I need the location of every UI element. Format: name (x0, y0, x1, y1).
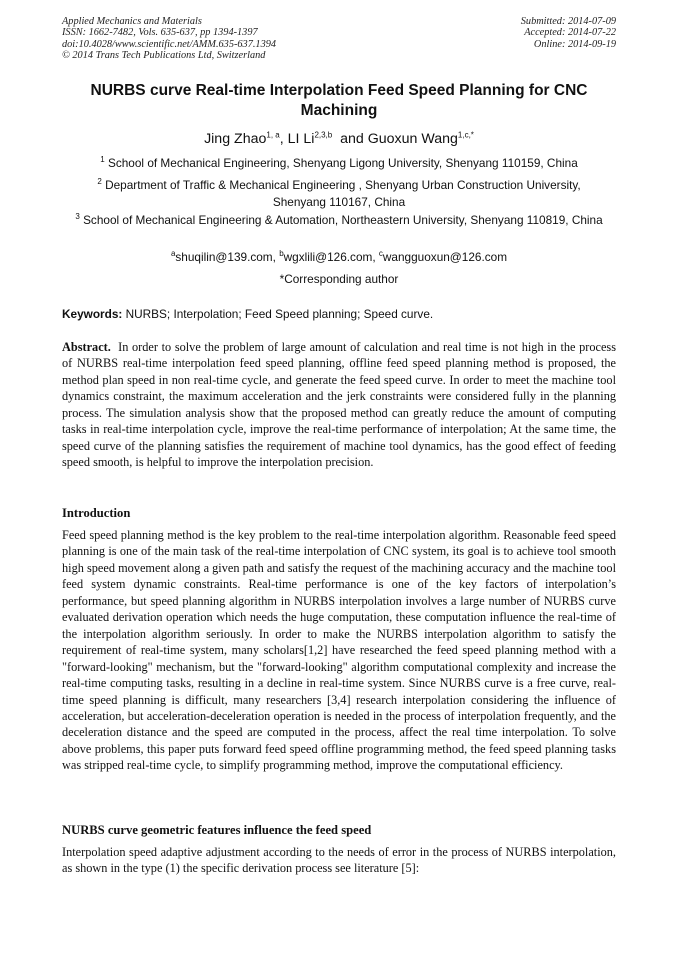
keywords-text: NURBS; Interpolation; Feed Speed planning; Speed curve. (125, 307, 434, 321)
corresponding-author-note: *Corresponding author (279, 272, 399, 286)
email-sup: b (279, 249, 284, 259)
author-emails: $^a$shuqilin@139.com, $^b$wgxlili@126.com, $^c$wangguoxun@126.com (170, 249, 508, 264)
affiliation-text: School of Mechanical Engineering, Shenyang Ligong University, Shenyang 110159, China (107, 156, 578, 170)
affiliation (70, 212, 608, 229)
author-separator: and (332, 131, 368, 147)
abstract-label: Abstract. (62, 340, 111, 354)
section-body: Interpolation speed adaptive adjustment according to the needs of error in the process of NURBS interpolation, as shown in the type (1) the specific derivation process see literature [5]: (62, 845, 616, 876)
author-name: Jing Zhao (204, 131, 267, 147)
submitted-date: Submitted: 2014-07-09 (520, 16, 616, 27)
email-sup: a (170, 249, 176, 259)
author-sup: 1,c,* (457, 130, 474, 140)
affiliation-sup: 2 (97, 177, 102, 187)
affiliation-sup: 3 (75, 212, 80, 222)
journal-name: Applied Mechanics and Materials (62, 16, 202, 27)
paper-title: NURBS curve Real-time Interpolation Feed Speed Planning for CNC Machining (90, 82, 588, 119)
email-link[interactable]: wgxlili@126.com (283, 250, 373, 264)
author-sup: 2,3,b (314, 130, 333, 140)
email-sup: c (378, 249, 383, 259)
abstract (62, 339, 616, 471)
author-name: LI Li (287, 131, 315, 147)
author-separator: , (279, 131, 288, 147)
journal-issn: ISSN: 1662-7482, Vols. 635-637, pp 1394-1397 (62, 27, 258, 39)
author-name: Guoxun Wang (367, 131, 458, 147)
section-heading: Introduction (62, 506, 131, 520)
submission-dates (521, 16, 616, 50)
journal-info (62, 16, 276, 62)
affiliation (62, 155, 616, 172)
abstract-text: In order to solve the problem of large amount of calculation and real time is not high in the process of NURBS real-time interpolation feed speed planning, offline feed speed planning method is proposed, the method plan speed in non real-time cycle, and generate the feed speed curve. In order to meet the machine tool dynamics constraint, the maximum acceleration and the jerk constraints were considered fully in the planning process. The simulation analysis show that the proposed method can greatly reduce the amount of computing tasks in real-time interpolation cycle, improve the real-time performance of interpolation; At the same time, the speed curve of the planning satisfies the requirement of machine tool dynamics, has the good effect of feeding speed smooth, is helpful to improve the interpolation precision. (62, 340, 616, 470)
author-sup: 1, a (266, 130, 280, 140)
online-date: Online: 2014-09-19 (533, 38, 616, 50)
author-line (62, 130, 616, 148)
keywords (62, 306, 616, 322)
affiliation (74, 177, 604, 211)
journal-copyright: © 2014 Trans Tech Publications Ltd, Switzerland (62, 50, 266, 62)
section-heading: NURBS curve geometric features influence the feed speed (62, 823, 372, 837)
accepted-date: Accepted: 2014-07-22 (524, 27, 616, 39)
keywords-label: Keywords: (62, 307, 123, 321)
email-link[interactable]: wangguoxun@126.com (382, 250, 508, 264)
journal-doi[interactable]: doi:10.4028/www.scientific.net/AMM.635-637.1394 (62, 38, 277, 50)
affiliation-text: Department of Traffic & Mechanical Engineering , Shenyang Urban Construction University, Shenyang 110167, China (105, 178, 581, 209)
section-body: Feed speed planning method is the key problem to the real-time interpolation algorithm. Reasonable feed speed planning is one of the main task of the real-time interpolation of CNC system, its goal is to achieve tool smooth high speed movement along a given path and satisfy the request of the machining accuracy and the machine tool feed system dynamic constraints. Real-time performance is one of the key factors of interpolation’s performance, but speed planning algorithm in NURBS interpolation involves a large number of NURBS curve evaluated derivation operation which needs the huge computation, these computation influence the real-time of the interpolation algorithm seriously. In order to make the NURBS interpolation algorithm to satisfy the requirement of real-time system, many scholars[1,2] have researched the feed speed planning method with a "forward-looking" mechanism, but the "forward-looking" algorithm computational complexity and increase the real-time computing tasks, resulting in a decline in real-time system. Since NURBS curve is a free curve, real-time speed planning is difficult, many researchers [3,4] research interpolation considering the influence of acceleration, but acceleration-deceleration operation is needed in the process of interpolation frequently, and the deceleration distance and the speed are computed in the process, affect the real time interpolation. To solve above problems, this paper puts forward feed speed offline programming method, the feed speed planning tasks was stripped real-time cycle, to simplify programming method, improve the computational efficiency. (62, 528, 616, 773)
affiliation-sup: 1 (100, 155, 105, 165)
email-link[interactable]: shuqilin@139.com (175, 250, 273, 264)
affiliation-text: School of Mechanical Engineering & Automation, Northeastern University, Shenyang 110819, China (83, 213, 603, 227)
